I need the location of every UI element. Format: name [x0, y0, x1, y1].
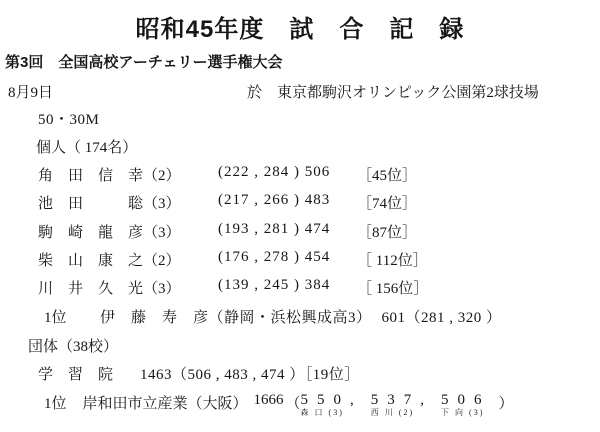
member-score: 506: [441, 392, 491, 408]
player-name-grade: [38, 221, 181, 242]
team-rank: ［19位］: [304, 367, 360, 383]
player-scores: (176 , 278 ) 454: [218, 249, 331, 265]
member-name: 森 口 (3): [300, 408, 344, 417]
player-scores: (139 , 245 ) 384: [218, 277, 331, 293]
open-paren: （: [285, 396, 301, 412]
player-grade: （2）: [143, 253, 181, 269]
individual-row: [0, 277, 600, 299]
team-winner-rank-label: 1位: [44, 396, 67, 412]
winner-detail: [100, 306, 502, 327]
member-name: 西 川 (2): [370, 408, 415, 417]
team-result: [140, 363, 360, 384]
member-score-group: [441, 392, 491, 418]
player-name: 角 田 信 幸: [38, 168, 144, 184]
page-title: 昭和45年度 試 合 記 録: [135, 16, 465, 43]
player-rank: ［74位］: [357, 196, 418, 212]
player-name-grade: [38, 192, 181, 213]
player-name-grade: [38, 277, 181, 298]
member-score: 537,: [370, 392, 434, 408]
player-rank: ［45位］: [357, 168, 418, 184]
player-name-grade: [38, 249, 181, 270]
winner-school: （静岡・浜松興成高3）: [208, 310, 372, 326]
player-name: 池 田 聡: [38, 196, 144, 212]
winner-scores: （281 , 320 ）: [405, 310, 502, 326]
team-total: 1463: [140, 367, 172, 383]
team-winner-row: [44, 392, 514, 418]
player-rank: ［87位］: [357, 225, 418, 241]
member-name: 下 向 (3): [441, 408, 485, 417]
tournament-name: 第3回 全国高校アーチェリー選手権大会: [5, 54, 283, 71]
individual-row: [0, 164, 600, 186]
member-score: 550,: [300, 392, 363, 408]
team-name: 学 習 院: [38, 367, 114, 383]
team-own-row: [0, 363, 600, 385]
close-paren: ）: [498, 396, 514, 412]
member-score-group: [301, 392, 363, 418]
member-score-group: [371, 392, 433, 418]
player-grade: （3）: [143, 196, 181, 212]
individual-row: [0, 192, 600, 214]
event-venue: 於 東京都駒沢オリンピック公園第2球技場: [247, 85, 539, 101]
player-scores: (193 , 281 ) 474: [218, 221, 331, 237]
distance-label: 50・30M: [38, 112, 100, 128]
team-scores: （506 , 483 , 474 ）: [172, 367, 305, 383]
player-rank: ［ 156位］: [357, 281, 429, 297]
individual-row: [0, 221, 600, 243]
winner-total: 601: [381, 310, 406, 326]
team-section-header: 団体（38校）: [28, 339, 119, 355]
player-grade: （3）: [143, 281, 181, 297]
player-grade: （2）: [143, 168, 181, 184]
winner-name: 伊 藤 寿 彦: [100, 310, 209, 326]
individual-section-header: 個人（ 174名）: [36, 140, 138, 156]
team-winner-name: 岸和田市立産業（大阪）: [82, 396, 248, 412]
player-name: 川 井 久 光: [38, 281, 144, 297]
team-winner-total: 1666: [253, 392, 284, 408]
individual-winner-row: [0, 306, 600, 328]
date-venue-line: [0, 81, 600, 101]
individual-row: [0, 249, 600, 271]
player-rank: ［ 112位］: [357, 253, 428, 269]
player-name-grade: [38, 164, 181, 185]
player-name: 柴 山 康 之: [38, 253, 144, 269]
player-name: 駒 崎 龍 彦: [38, 225, 144, 241]
event-date: 8月9日: [8, 85, 54, 101]
player-scores: (217 , 266 ) 483: [218, 192, 331, 208]
player-grade: （3）: [143, 225, 181, 241]
winner-rank-label: 1位: [44, 310, 67, 326]
player-scores: (222 , 284 ) 506: [218, 164, 331, 180]
